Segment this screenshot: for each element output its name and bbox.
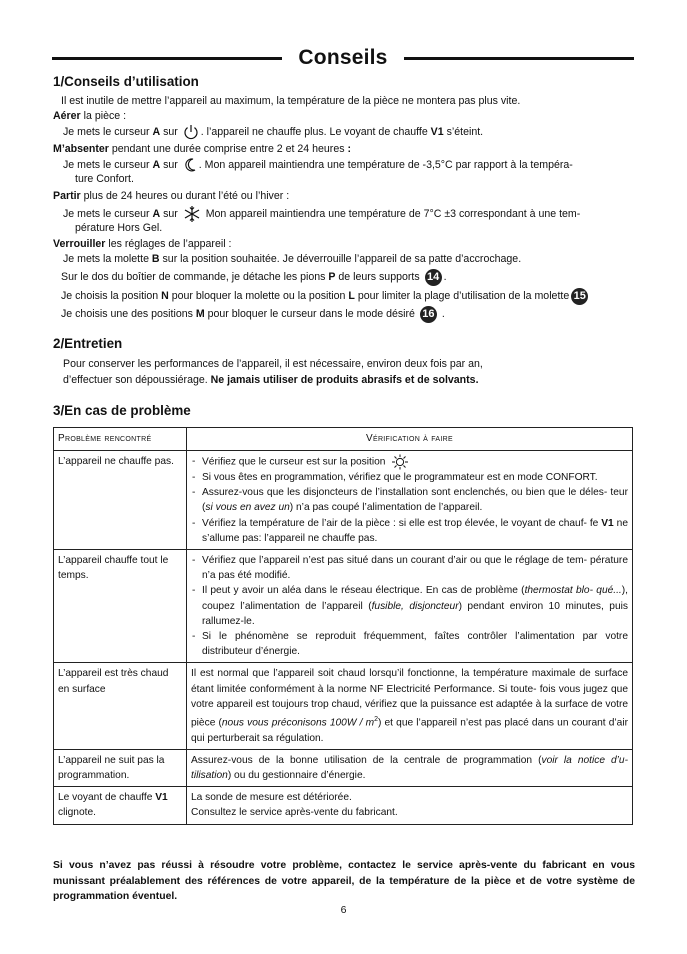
verrouiller-line (53, 237, 231, 251)
table-header-row (54, 428, 633, 451)
text: ) pendant environ 10 minutes, puis rallumez-le. (202, 600, 628, 627)
partir-continued: pérature Hors Gel. (75, 222, 163, 234)
verrouiller-step-1 (63, 252, 521, 266)
text: ne s’allume pas: l’appareil ne chauffe pas. (202, 517, 628, 544)
text: ), coupez l’alimentation de l’appareil ( (202, 585, 628, 612)
problem-cell: L’appareil ne chauffe pas. (54, 451, 187, 550)
snowflake-icon (183, 205, 201, 223)
text: Il est normal que l’appareil soit chaud lorsqu’il fonctionne, la température maximale de surface étant limitée conformément à la norme NF Electricité Performance. Si toute- fois vous jugez que votre appareil est toujours trop chaud, vérifiez que la puissance est adaptée à la surface de votre pièce ( (191, 668, 628, 729)
partir-label: Partir (53, 190, 81, 202)
aerer-line (53, 109, 126, 123)
text: Sur le dos du boîtier de commande, je détache les pions (61, 271, 329, 283)
text: sur (160, 126, 181, 138)
text: Je mets le curseur (63, 207, 153, 220)
text: . (443, 271, 447, 283)
italic-text: si vous en avez un (205, 502, 290, 514)
problem-cell: L’appareil chauffe tout le temps. (54, 550, 187, 663)
troubleshooting-table (53, 427, 633, 825)
entretien-line-2 (63, 373, 479, 387)
text: Assurez-vous de la bonne utilisation de la centrale de programmation ( (191, 754, 542, 766)
warning-text: Ne jamais utiliser de produits abrasifs et de solvants. (210, 374, 479, 386)
indicator-v1: V1 (430, 126, 444, 138)
footer-note: Si vous n’avez pas réussi à résoudre votre problème, contactez le service après-vente du fabricant en vous munissant préalablement des références de votre appareil, de la température de la pièce et de votre système de programmation éventuel. (53, 860, 635, 902)
text: Je mets le curseur (63, 159, 153, 171)
text: de leurs supports (335, 271, 423, 283)
text: d’effectuer son dépoussiérage. (63, 374, 211, 386)
aerer-label: Aérer (53, 110, 81, 122)
verrouiller-label: Verrouiller (53, 238, 106, 250)
text: Vérifiez la température de l’air de la pièce : si elle est trop élevée, le voyant de chauf- fe (202, 517, 602, 529)
check-cell (187, 451, 633, 550)
moon-icon (183, 157, 197, 173)
text: sur (160, 207, 181, 220)
text: Je choisis la position (61, 290, 162, 302)
check-cell (187, 749, 633, 786)
text: . l’appareil ne chauffe plus. Le voyant de chauffe (200, 126, 431, 138)
text: . (438, 308, 445, 320)
figure-badge-14: 14 (425, 269, 442, 286)
table-row (54, 451, 633, 550)
title-row (52, 46, 634, 72)
check-cell (187, 663, 633, 749)
italic-text: voir la notice d’u- tilisation (191, 754, 628, 782)
text: pour bloquer la molette ou la position (168, 290, 349, 302)
intro-text: Il est inutile de mettre l’appareil au maximum, la température de la pièce ne montera pas plus vite. (61, 95, 521, 107)
text: Il peut y avoir un aléa dans le réseau électrique. En cas de problème ( (202, 585, 525, 597)
absenter-label: M’absenter (53, 143, 109, 155)
position-n: N (161, 290, 169, 302)
pins-p: P (328, 271, 336, 283)
section-2-heading: 2/Entretien (53, 336, 123, 351)
column-header-problem: Problème rencontré (54, 428, 187, 451)
text: sur (160, 159, 181, 171)
absenter-continued: ture Confort. (75, 173, 134, 185)
indicator-v1: V1 (155, 792, 168, 804)
partir-rest: plus de 24 heures ou durant l’été ou l’hiver : (80, 190, 290, 202)
entretien-line-1: Pour conserver les performances de l’appareil, il est nécessaire, environ deux fois par an, (63, 358, 483, 370)
check-line: La sonde de mesure est détériorée. (191, 792, 352, 804)
absenter-line (53, 142, 351, 156)
cursor-a: A (152, 159, 161, 171)
position-m: M (195, 308, 205, 320)
wheel-b: B (151, 253, 160, 265)
colon: : (347, 143, 351, 155)
italic-text: fusible, disjoncteur (371, 600, 459, 612)
sun-icon (390, 454, 410, 470)
table-row (54, 749, 633, 786)
text: Le voyant de chauffe (58, 792, 156, 804)
text: Assurez-vous que les disjoncteurs de l’installation sont enclenchés, ou bien que le déles- teur ( (202, 487, 628, 514)
text: sur la position souhaitée. Je déverrouille l’appareil de sa patte d’accrochage. (159, 253, 522, 265)
problem-cell: L’appareil est très chaud en surface (54, 663, 187, 749)
verrouiller-step-4 (61, 305, 445, 323)
italic-text: nous vous préconisons 100W / m (221, 717, 375, 729)
text: s’éteint. (443, 126, 484, 138)
table-row (54, 663, 633, 749)
check-item (191, 583, 628, 629)
section-3-heading: 3/En cas de problème (53, 403, 191, 418)
cursor-a: A (152, 207, 161, 220)
verrouiller-rest: les réglages de l’appareil : (105, 238, 232, 250)
check-item (191, 454, 628, 470)
superscript: 2 (374, 716, 378, 724)
check-item: - Si vous êtes en programmation, vérifiez que le programmateur est en mode CONFORT. (191, 470, 628, 485)
cursor-a: A (152, 126, 161, 138)
text: ) n’a pas coupé l’alimentation de l’appareil. (289, 502, 483, 514)
power-off-icon (183, 124, 199, 140)
text: . Mon appareil maintiendra une température de -3,5°C par rapport à la tempéra- (198, 159, 573, 171)
verrouiller-step-3 (61, 287, 590, 305)
aerer-instruction (63, 124, 483, 140)
problem-cell: L’appareil ne suit pas la programmation. (54, 749, 187, 786)
figure-badge-15: 15 (571, 288, 588, 305)
table-row (54, 550, 633, 663)
position-l: L (348, 290, 355, 302)
text: ) ou du gestionnaire d’énergie. (227, 770, 366, 782)
text: clignote. (58, 807, 96, 819)
column-header-check: Vérification à faire (187, 428, 633, 451)
check-cell (187, 787, 633, 824)
check-cell (187, 550, 633, 663)
partir-line (53, 189, 289, 203)
verrouiller-step-2 (61, 268, 447, 286)
table-row (54, 787, 633, 824)
indicator-v1: V1 (601, 517, 614, 529)
absenter-instruction (63, 157, 573, 173)
page-title: Conseils (298, 46, 388, 69)
section-1-heading: 1/Conseils d’utilisation (53, 74, 199, 89)
text: pour bloquer le curseur dans le mode désiré (204, 308, 418, 320)
text: Je mets le curseur (63, 126, 153, 138)
text: ) et que l’appareil n’est pas placé dans un courant d’air qui perturberait sa régulation. (191, 717, 629, 744)
check-item (191, 516, 628, 546)
figure-badge-16: 16 (420, 306, 437, 323)
text: Je mets la molette (63, 253, 152, 265)
text: Je choisis une des positions (61, 308, 196, 320)
check-item (191, 485, 628, 515)
page-number: 6 (340, 904, 347, 916)
aerer-rest: la pièce : (80, 110, 127, 122)
check-item: - Vérifiez que l’appareil n’est pas situé dans un courant d’air ou que le réglage de tem- pérature n’a pas été modifié. (191, 553, 628, 583)
absenter-rest: pendant une durée comprise entre 2 et 24 heures (108, 143, 348, 155)
text: pour limiter la plage d’utilisation de la molette (354, 290, 570, 302)
problem-cell (54, 787, 187, 824)
text: Mon appareil maintiendra une température de 7°C ±3 correspondant à une tem- (202, 207, 581, 220)
check-line: Consultez le service après-vente du fabricant. (191, 807, 398, 819)
italic-text: thermostat blo- qué... (524, 585, 622, 597)
text: Vérifiez que le curseur est sur la position (202, 456, 386, 468)
check-item: - Si le phénomène se reproduit fréquemment, faîtes contrôler l’alimentation par votre distributeur d’énergie. (191, 629, 628, 659)
